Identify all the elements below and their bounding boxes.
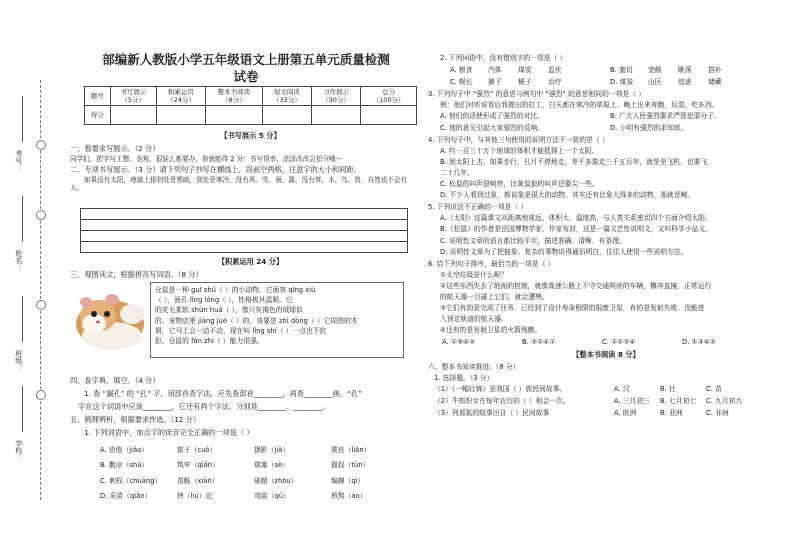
option-word: 汽体 (488, 66, 502, 75)
binding-hole (36, 390, 46, 400)
option-word: 监伏 (548, 66, 562, 75)
question-2: 二、专项书写展示。（3 分）请下列句子抄写在横线上，段前空两格，注意字的大小和间距。 (70, 165, 361, 175)
select-option-b[interactable]: B. 壮 (660, 385, 676, 394)
option-word: 治疗 (548, 78, 562, 87)
q5-option-a[interactable]: A.《太阳》这篇课文从距离地球远、体积大、温度高，与人类关系密切四个方面介绍太阳。 (440, 214, 712, 223)
score-header: 总分 （100分） (361, 87, 417, 106)
q4-option-b-cont: 二十几年。 (440, 168, 474, 177)
option-word: 宽敞 (648, 66, 662, 75)
select-item (434, 409, 784, 418)
handwriting-box[interactable] (80, 208, 408, 253)
score-table-header-row (85, 87, 417, 106)
exam-number-line[interactable] (22, 96, 23, 142)
score-header: 题号 (85, 87, 111, 106)
right-column (428, 54, 784, 419)
q2-option-c[interactable]: C. 蜈长 (450, 78, 473, 87)
q5-option-c[interactable]: C. 说明性文章的语言都比较平实，描述准确、清晰、有条理。 (440, 236, 626, 245)
select-option-c[interactable]: C. 九月初九 (706, 397, 743, 406)
option-word: 追逐 (678, 78, 692, 87)
q2-options-row (450, 78, 784, 87)
q6-sentence: ①太空垃圾是什么呢？ (440, 270, 508, 279)
q4-option-d[interactable]: D. 不少人看到过象，都说象是很大的动物。其实还有比象大得多的动物，那就是鲸。 (440, 191, 695, 200)
select-item-question: （2）牛郎织女在每年农历的（ ）相会一次。 (434, 397, 570, 406)
option-item: C. 刺权（chuāng） (100, 476, 162, 485)
q4-option-a[interactable]: A. 约一百三十万个地球的体积才能抵得上一个太阳。 (440, 146, 599, 155)
score-header: 积累运用 （24分） (156, 87, 205, 106)
q3-option-c[interactable]: C. 他的意见引起大家强烈的反响。 (440, 123, 545, 132)
option-item: B. 勤凉（shǔ） (100, 461, 149, 470)
title-line-1: 部编新人教版小学五年级语文上册第五单元质量检测 (102, 52, 390, 67)
score-cell[interactable] (311, 106, 360, 125)
q6-option-d[interactable]: D. ①③④② (682, 338, 716, 347)
option-word: 煤炭 (518, 66, 532, 75)
q2-option-d[interactable]: D. 煤炭 (610, 78, 634, 87)
option-word: 搡子 (488, 78, 502, 87)
q6-option-b[interactable]: B. ③②④① (522, 338, 556, 347)
q6-sentence: ④还有的是发射卫星的火箭残骸。 (440, 326, 542, 335)
q4-option-b[interactable]: B. 到太阳上去，如果步行，日月不停地走，差不多要走三千五百年，就是坐飞机，也要飞 (440, 157, 708, 166)
select-item-question: （3）列那狐的故事出自（ ）民间故事 (434, 409, 550, 418)
name-line[interactable] (22, 196, 23, 242)
q3-option-b[interactable]: B. 广大人民强烈要求严惩犯罪分子。 (610, 112, 721, 121)
question-4-block (70, 376, 420, 437)
pinyin-line: 的。宠物店里 jiāng jué（ ）的，该要是 zhì dòng（ ）它周围的木 (155, 316, 358, 325)
question-2-words: 2. 下列词语中，没有错别字的一项是（ ） (440, 54, 567, 62)
option-item: A. 协值（jiǎo） (100, 446, 149, 454)
question-3-meaning: 3. 下列句子中 “强烈” 的意思与例句中 “强烈” 的意思相同的一项是（ ） (428, 90, 646, 99)
select-option-c[interactable]: C. 苗 (706, 385, 722, 394)
score-header: 习作展示 （30分） (311, 87, 360, 106)
q2-option-a[interactable]: A. 粮食 (450, 66, 473, 75)
option-item: 挟（liú）近 (177, 492, 213, 501)
q6-sentence: 入预定轨道的航天器。 (440, 315, 508, 324)
score-cell[interactable] (262, 106, 311, 125)
question-5: 五、梳理辨析，根据要求作选。（12 分） (70, 415, 201, 424)
q2-options-row (450, 66, 784, 75)
select-question: 1. 选择题。（3 分） (434, 374, 494, 383)
paper-title (76, 52, 416, 86)
pinyin-line: 拒。仓鼠的 fán zhí（ ）能力很强。 (155, 336, 264, 345)
question-4-text: 字在这个词语中应该________，它还有两个字法，分别是________、________。 (78, 402, 330, 411)
class-label: 班级： (14, 350, 23, 371)
pinyin-line: 仓鼠是一种 guī shǔ（ ）的小动物。它面容 qīng xiù (155, 286, 316, 294)
score-cell[interactable] (206, 106, 263, 125)
score-cell[interactable] (361, 106, 417, 125)
q3-option-d[interactable]: D. 小明有强烈的求知欲。 (610, 123, 688, 132)
school-label: 学校： (14, 440, 23, 461)
score-header: 短文阅读 （33分） (262, 87, 311, 106)
q6-option-a[interactable]: A. ①③④② (442, 338, 476, 347)
score-table (84, 86, 417, 125)
option-item: 驯良（liǎn） (331, 446, 371, 454)
select-option-c[interactable]: C. 非洲 (706, 409, 729, 418)
select-option-a[interactable]: A. 欧洲 (614, 409, 637, 418)
question-1: 一、看要求写展示。（2 分） (70, 144, 160, 153)
handwriting-line[interactable] (81, 231, 407, 242)
binding-hole (36, 300, 46, 310)
exam-number-label: 考号： (14, 150, 23, 171)
score-header: 书写展示 （5分） (110, 87, 156, 106)
pinyin-line: （ ），面孔 lǐng lóng（ ），性格极其温顺。它 (155, 296, 293, 305)
question-5-incorrect: 5. 下列说法不正确的一项是（ ） (428, 203, 528, 212)
question-6-order: 6. 给下列句子排序，最恰当的一项是（ ） (428, 259, 555, 268)
pinyin-line: 的皮毛柔软 shùn huá（ ），像只灰褐色的绒球似 (155, 306, 303, 315)
score-row-label: 得分 (85, 106, 111, 125)
option-item: 瑞塞（sè） (254, 461, 289, 470)
q5-option-d[interactable]: D. 说明性文章为了把抽象、复杂的事物说得通俗明白，往往人使用一些说明方法。 (440, 247, 688, 256)
binding-hole (36, 210, 46, 220)
select-item (434, 397, 784, 406)
option-row-c[interactable] (100, 477, 410, 485)
select-item (434, 385, 784, 394)
q6-sentences (428, 271, 784, 336)
option-row-d[interactable] (100, 492, 410, 500)
option-row-b[interactable] (100, 461, 410, 469)
select-items (428, 385, 784, 418)
option-row-a[interactable] (100, 446, 410, 454)
example-sentence: 例：他们对听说看后我提出的打工，白天都在寒冷的草原上、晚上出来奔跑，玩耍，吃东西。 (440, 101, 719, 110)
option-word: 储藏 (708, 78, 722, 87)
question-4: 四、查字典，填空。（4 分） (70, 376, 160, 385)
handwriting-line[interactable] (81, 209, 407, 220)
question-2-text: 如果没有太阳，地球上将到处是黑暗，到处是寒冷，没有风、雪、雨、露，没有草、木、鸟、兽，自然也不会有人。 (70, 176, 408, 193)
select-option-a[interactable]: A. 汉 (614, 385, 630, 394)
option-word: 械子 (518, 78, 532, 87)
score-header: 整本书阅读 （8分） (206, 87, 263, 106)
select-item-question: （1）《一幅壮锦》是我国（ ）族民间故事。 (434, 385, 567, 394)
option-word: 搭补 (708, 66, 722, 75)
option-item: 猫叔（tǔn） (331, 461, 370, 470)
option-item: 编趣（qì） (331, 476, 365, 485)
option-item: 弯曲（qǔ） (254, 492, 290, 501)
binding-hole (36, 140, 46, 150)
school-line[interactable] (22, 386, 23, 432)
q6-options (428, 338, 784, 347)
handwriting-line[interactable] (81, 220, 407, 231)
q6-sentence: 的航天器一旦碰上它们，就会遭殃。 (440, 292, 549, 301)
question-4-text: 1. 查 “漏孔” 的 “孔” 字，用部首查字法，应先查部首________，再查________画。“孔” (84, 389, 362, 398)
option-item: D. 采苗（qiǎn） (100, 492, 152, 501)
q2-option-b[interactable]: B. 蜜切 (610, 66, 633, 75)
option-item: 煎熬（áo） (331, 492, 367, 501)
hamster-image (72, 284, 148, 354)
score-cell[interactable] (156, 106, 205, 125)
q5-1-options (100, 446, 410, 501)
q2-options (428, 66, 784, 87)
option-item: 础超（zhōu） (254, 476, 298, 485)
q3-option-a[interactable]: A. 他们的活使形成了强烈的对比。 (440, 112, 545, 121)
q5-option-b[interactable]: B.《松鼠》的作者是法国博物学家、作家布封，这是一篇文艺性说明文，又叫科学小品文。 (440, 225, 712, 234)
writing-section (70, 144, 420, 193)
section-banner-accumulation: 【积累运用 24 分】 (217, 257, 284, 266)
question-4-method: 4. 下列句子中，与其他三句使用的说明方法不一致的是（ ） (428, 135, 609, 144)
name-label: 姓名： (14, 250, 23, 271)
section-banner-book-reading: 【整本书阅读 8 分】 (572, 350, 640, 360)
pinyin-passage (150, 282, 404, 358)
score-table-row (85, 106, 417, 125)
select-option-b[interactable]: B. 亚洲 (660, 409, 683, 418)
option-word: 山区 (648, 78, 662, 87)
q6-option-c[interactable]: C. ①②③④ (602, 338, 636, 347)
question-1-text: 同学们，把字写工整、美观，很娃么都要办，你就能得 2 分！书写得率，涂涂改改会扣分哦～ (70, 155, 343, 163)
binding-strip (0, 0, 60, 550)
q5-options (428, 214, 784, 256)
class-line[interactable] (22, 296, 23, 342)
q4-option-c[interactable]: C. 松鼠的叫声很响亮，比黄鼠狼的叫声还要尖一些。 (440, 180, 599, 189)
title-line-2: 试卷 (233, 68, 259, 84)
option-item: 摄影（jiǎ） (254, 446, 290, 454)
pinyin-line: 屑，它马上会一动不动，现在叫 lǐng shí（ ）一点也不抗 (155, 326, 327, 335)
option-item: 筐子（cuò） (177, 446, 217, 454)
option-item: 苗鞋（xián） (177, 476, 219, 485)
select-option-a[interactable]: A. 三月初三 (614, 397, 651, 406)
select-option-b[interactable]: B. 七月初七 (660, 397, 697, 406)
q3-options (428, 112, 784, 132)
q6-sentence: ②这些东西失去了地面的控制，就像高速公路上不守交通规则的车辆，横冲直撞，正常运行 (440, 281, 712, 290)
handwriting-line[interactable] (81, 242, 407, 252)
option-word: 眺荡 (678, 66, 692, 75)
option-item: 筑牢（qiǎn） (177, 461, 219, 470)
score-cell[interactable] (110, 106, 156, 125)
question-3: 三、观图读文，根据拼音写词语。（8 分） (70, 270, 203, 279)
q6-sentence: ③它们有的是完成了任务，已经到了设计寿命极限的报废卫星，有的是发射失败、没能进 (440, 304, 705, 313)
question-5-1: 1. 下列词语中，加点字的读音完全正确的一项是（ ） (84, 428, 254, 437)
question-six: 六、整本书阅读推进。（8 分） (428, 363, 520, 372)
section-banner-writing: 【书写展示 5 分】 (220, 131, 281, 140)
q4-options (428, 147, 784, 200)
